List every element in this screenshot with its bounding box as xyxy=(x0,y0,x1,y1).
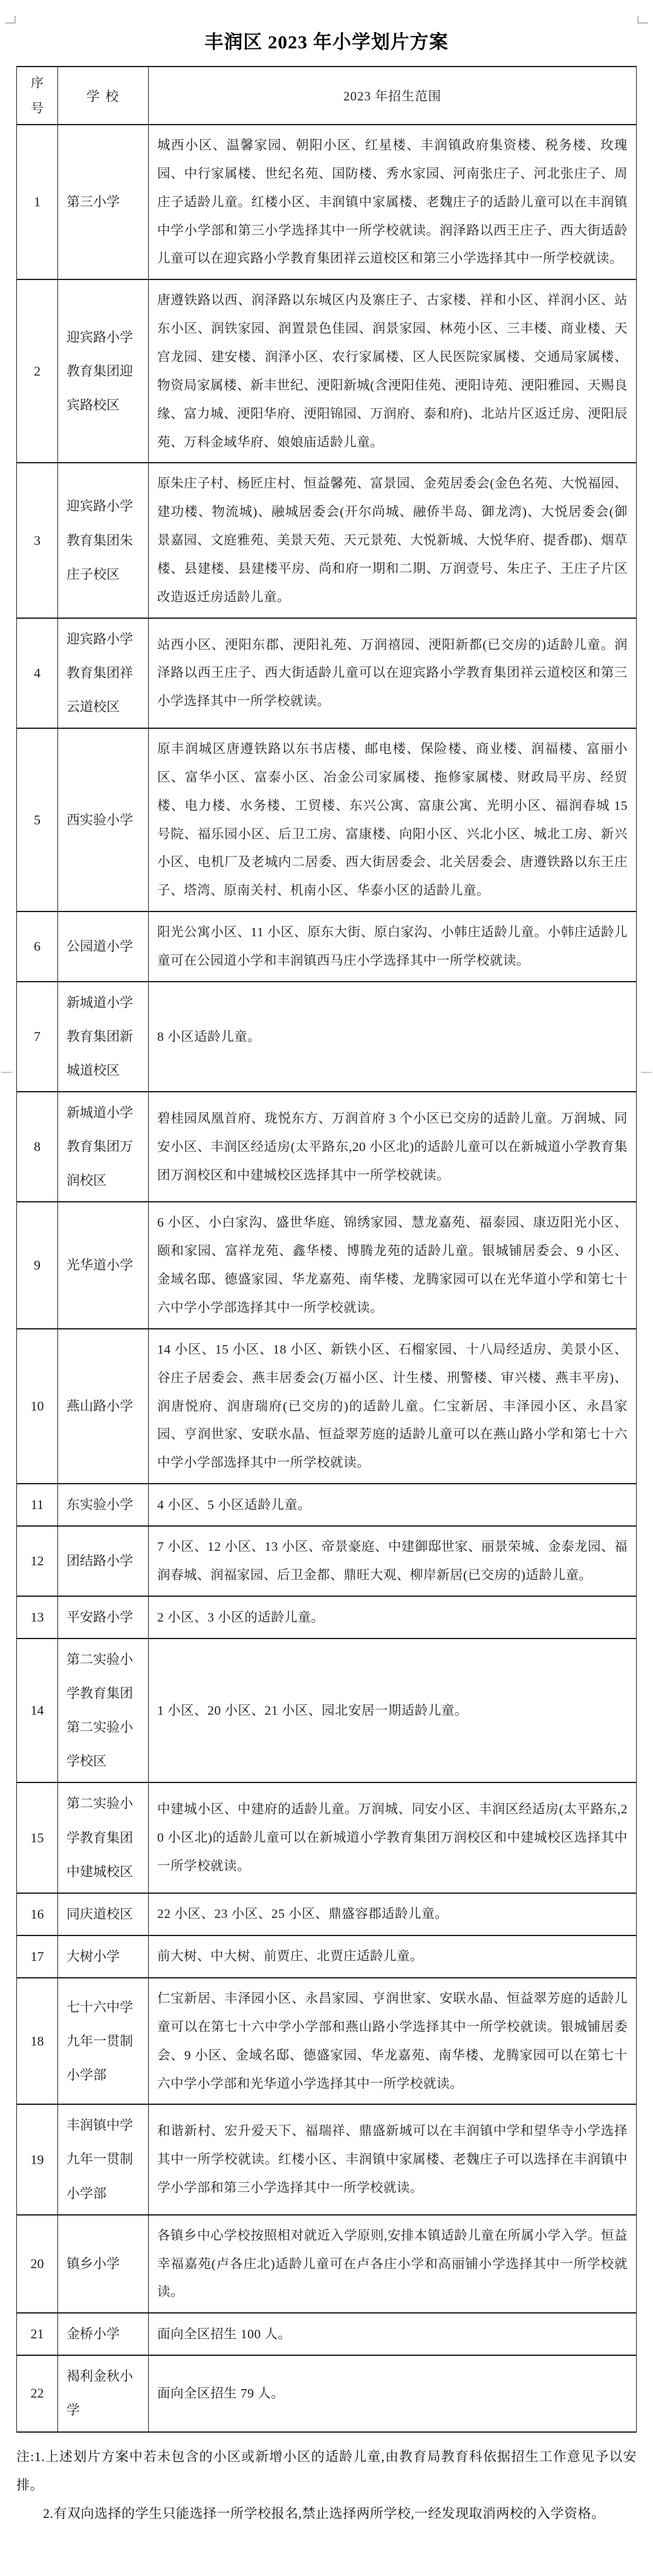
school-name: 新城道小学教育集团万润校区 xyxy=(58,1092,149,1202)
school-name: 大树小学 xyxy=(58,1935,149,1978)
table-row xyxy=(17,911,637,982)
page-margin-mark-right xyxy=(641,1072,652,1073)
school-name: 迎宾路小学教育集团朱庄子校区 xyxy=(58,463,149,618)
table-row xyxy=(17,2215,637,2314)
enrollment-scope: 各镇乡中心学校按照相对就近入学原则,安排本镇适龄儿童在所属小学入学。恒益幸福嘉苑(卢各庄北)适龄儿童可在卢各庄小学和高丽铺小学选择其中一所学校就读。 xyxy=(149,2215,637,2314)
row-number: 19 xyxy=(17,2104,58,2214)
row-number: 1 xyxy=(17,125,58,279)
column-header-no: 序号 xyxy=(17,67,58,125)
table-row xyxy=(17,1782,637,1893)
column-header-scope: 2023 年招生范围 xyxy=(149,67,637,125)
enrollment-scope: 6 小区、小白家沟、盛世华庭、锦绣家园、慧龙嘉苑、福泰园、康迈阳光小区、颐和家园、富祥龙苑、鑫华楼、博腾龙苑的适龄儿童。银城铺居委会、9 小区、金域名邸、德盛家园、华龙嘉苑、南华楼、龙腾家园可以在光华道小学和第七十六中学小学部选择其中一所学校就读。 xyxy=(149,1202,637,1328)
enrollment-scope: 唐遵铁路以西、润泽路以东城区内及寨庄子、古家楼、祥和小区、祥润小区、站东小区、润铁家园、润置景色佳园、润景家园、林苑小区、三丰楼、商业楼、天宫龙园、建安楼、润泽小区、农行家属楼、区人民医院家属楼、交通局家属楼、物资局家属楼、新丰世纪、浭阳新城(含浭阳佳苑、浭阳诗苑、浭阳雅园、天赐良缘、富力城、浭阳华府、浭阳锦园、万润府、泰和府)、北站片区返迁房、浭阳辰苑、万科金域华府、娘娘庙适龄儿童。 xyxy=(149,279,637,463)
school-name: 迎宾路小学教育集团祥云道校区 xyxy=(58,618,149,728)
school-name: 镇乡小学 xyxy=(58,2215,149,2314)
enrollment-scope: 7 小区、12 小区、13 小区、帝景豪庭、中建御邸世家、丽景荣城、金泰龙园、福润春城、润福家园、后卫金都、鼎旺大观、柳岸新居(已交房的)适龄儿童。 xyxy=(149,1526,637,1596)
school-name: 东实验小学 xyxy=(58,1484,149,1526)
table-row xyxy=(17,2104,637,2214)
school-name: 第二实验小学教育集团第二实验小学校区 xyxy=(58,1639,149,1782)
enrollment-scope: 中建城小区、中建府的适龄儿童。万润城、同安小区、丰润区经适房(太平路东,20 小区北)的适龄儿童可以在新城道小学教育集团万润校区和中建城校区选择其中一所学校就读。 xyxy=(149,1782,637,1893)
table-row xyxy=(17,463,637,618)
page-corner-mark-right xyxy=(637,16,648,24)
enrollment-scope: 前大树、中大树、前贾庄、北贾庄适龄儿童。 xyxy=(149,1935,637,1978)
enrollment-scope: 仁宝新居、丰泽园小区、永昌家园、亨润世家、安联水晶、恒益翠芳庭的适龄儿童可以在第七十六中学小学部和燕山路小学选择其中一所学校就读。银城铺居委会、9 小区、金域名邸、德盛家园、华龙嘉苑、南华楼、龙腾家园可以在第七十六中学小学部和光华道小学选择其中一所学校就读。 xyxy=(149,1978,637,2104)
table-row xyxy=(17,2313,637,2355)
enrollment-scope: 4 小区、5 小区适龄儿童。 xyxy=(149,1484,637,1526)
row-number: 7 xyxy=(17,982,58,1092)
school-name: 第三小学 xyxy=(58,125,149,279)
table-row xyxy=(17,1329,637,1484)
school-name: 光华道小学 xyxy=(58,1202,149,1328)
school-name: 公园道小学 xyxy=(58,911,149,982)
school-name: 同庆道校区 xyxy=(58,1893,149,1935)
row-number: 20 xyxy=(17,2215,58,2314)
school-name: 燕山路小学 xyxy=(58,1329,149,1484)
table-row xyxy=(17,1935,637,1978)
row-number: 16 xyxy=(17,1893,58,1935)
school-name: 团结路小学 xyxy=(58,1526,149,1596)
page-title: 丰润区 2023 年小学划片方案 xyxy=(204,31,449,53)
enrollment-scope: 城西小区、温馨家园、朝阳小区、红星楼、丰润镇政府集资楼、税务楼、玫瑰园、中行家属楼、世纪名苑、国防楼、秀水家园、河南张庄子、河北张庄子、周庄子适龄儿童。红楼小区、丰润镇中家属楼、老魏庄子的适龄儿童可以在丰润镇中学小学部和第三小学选择其中一所学校就读。润泽路以西王庄子、西大街适龄儿童可以在迎宾路小学教育集团祥云道校区和第三小学选择其中一所学校就读。 xyxy=(149,125,637,279)
row-number: 18 xyxy=(17,1978,58,2104)
enrollment-scope: 原朱庄子村、杨匠庄村、恒益馨苑、富景园、金苑居委会(金色名苑、大悦福园、建功楼、物流城)、融城居委会(开尔尚城、融侨半岛、御龙湾)、大悦居委会(御景嘉园、文庭雅苑、美景天苑、天元景苑、大悦新城、大悦华府、提香郡)、烟草楼、县建楼、县建楼平房、尚和府一期和二期、万润壹号、朱庄子、王庄子片区改造返迁房适龄儿童。 xyxy=(149,463,637,618)
table-row xyxy=(17,1596,637,1639)
row-number: 17 xyxy=(17,1935,58,1978)
row-number: 13 xyxy=(17,1596,58,1639)
table-header-row xyxy=(17,67,637,125)
row-number: 5 xyxy=(17,728,58,911)
enrollment-scope: 1 小区、20 小区、21 小区、园北安居一期适龄儿童。 xyxy=(149,1639,637,1782)
row-number: 9 xyxy=(17,1202,58,1328)
zoning-table-body xyxy=(17,125,637,2432)
table-row xyxy=(17,2355,637,2431)
footnote-2: 2.有双向选择的学生只能选择一所学校报名,禁止选择两所学校,一经发现取消两校的入学资格。 xyxy=(43,2506,605,2522)
school-name: 迎宾路小学教育集团迎宾路校区 xyxy=(58,279,149,463)
footnotes xyxy=(16,2442,637,2528)
row-number: 3 xyxy=(17,463,58,618)
page-margin-mark-left xyxy=(1,1072,12,1073)
table-row xyxy=(17,1484,637,1526)
column-header-school: 学 校 xyxy=(58,67,149,125)
school-name: 褐利金秋小学 xyxy=(58,2355,149,2431)
row-number: 4 xyxy=(17,618,58,728)
enrollment-scope: 阳光公寓小区、11 小区、原东大街、原白家沟、小韩庄适龄儿童。小韩庄适龄儿童可在公园道小学和丰润镇西马庄小学选择其中一所学校就读。 xyxy=(149,911,637,982)
page-corner-mark-left xyxy=(5,16,16,24)
row-number: 12 xyxy=(17,1526,58,1596)
enrollment-scope: 2 小区、3 小区的适龄儿童。 xyxy=(149,1596,637,1639)
school-name: 丰润镇中学九年一贯制小学部 xyxy=(58,2104,149,2214)
row-number: 6 xyxy=(17,911,58,982)
school-name: 西实验小学 xyxy=(58,728,149,911)
zoning-table xyxy=(16,66,637,2433)
table-row xyxy=(17,982,637,1092)
table-row xyxy=(17,1978,637,2104)
row-number: 15 xyxy=(17,1782,58,1893)
table-row xyxy=(17,125,637,279)
enrollment-scope: 22 小区、23 小区、25 小区、鼎盛容郡适龄儿童。 xyxy=(149,1893,637,1935)
footnote-1: 注:1.上述划片方案中若未包含的小区或新增小区的适龄儿童,由教育局教育科依据招生工作意见予以安排。 xyxy=(16,2448,637,2493)
row-number: 10 xyxy=(17,1329,58,1484)
enrollment-scope: 8 小区适龄儿童。 xyxy=(149,982,637,1092)
enrollment-scope: 面向全区招生 100 人。 xyxy=(149,2313,637,2355)
row-number: 22 xyxy=(17,2355,58,2431)
school-name: 新城道小学教育集团新城道校区 xyxy=(58,982,149,1092)
school-name: 金桥小学 xyxy=(58,2313,149,2355)
table-row xyxy=(17,1202,637,1328)
table-row xyxy=(17,1893,637,1935)
enrollment-scope: 14 小区、15 小区、18 小区、新铁小区、石榴家园、十八局经适房、美景小区、谷庄子居委会、燕丰居委会(万福小区、计生楼、刑警楼、审兴楼、燕丰平房)、润唐悦府、润唐瑞府(已交房的)的适龄儿童。仁宝新居、丰泽园小区、永昌家园、亨润世家、安联水晶、恒益翠芳庭的适龄儿童可以在燕山路小学和第七十六中学小学部选择其中一所学校就读。 xyxy=(149,1329,637,1484)
row-number: 8 xyxy=(17,1092,58,1202)
enrollment-scope: 和谐新村、宏升爱天下、福瑞祥、鼎盛新城可以在丰润镇中学和望华寺小学选择其中一所学校就读。红楼小区、丰润镇中家属楼、老魏庄子可以选择在丰润镇中学小学部和第三小学选择其中一所学校就读。 xyxy=(149,2104,637,2214)
table-row xyxy=(17,728,637,911)
row-number: 21 xyxy=(17,2313,58,2355)
school-name: 平安路小学 xyxy=(58,1596,149,1639)
school-name: 第二实验小学教育集团中建城校区 xyxy=(58,1782,149,1893)
row-number: 11 xyxy=(17,1484,58,1526)
table-row xyxy=(17,1092,637,1202)
enrollment-scope: 原丰润城区唐遵铁路以东书店楼、邮电楼、保险楼、商业楼、润福楼、富丽小区、富华小区、富泰小区、冶金公司家属楼、拖修家属楼、财政局平房、经贸楼、电力楼、水务楼、工贸楼、东兴公寓、富康公寓、光明小区、福润春城 15 号院、福乐园小区、后卫工房、富康楼、向阳小区、兴北小区、城北工房、新兴小区、电机厂及老城内二居委、西大街居委会、北关居委会、唐遵铁路以东王庄子、塔湾、原南关村、机南小区、华泰小区的适龄儿童。 xyxy=(149,728,637,911)
row-number: 2 xyxy=(17,279,58,463)
table-row xyxy=(17,618,637,728)
enrollment-scope: 站西小区、浭阳东郡、浭阳礼苑、万润禧园、浭阳新都(已交房的)适龄儿童。润泽路以西王庄子、西大街适龄儿童可以在迎宾路小学教育集团祥云道校区和第三小学选择其中一所学校就读。 xyxy=(149,618,637,728)
table-row xyxy=(17,1526,637,1596)
enrollment-scope: 碧桂园凤凰首府、珑悦东方、万润首府 3 个小区已交房的适龄儿童。万润城、同安小区、丰润区经适房(太平路东,20 小区北)的适龄儿童可以在新城道小学教育集团万润校区和中建城校区选择其中一所学校就读。 xyxy=(149,1092,637,1202)
school-name: 七十六中学九年一贯制小学部 xyxy=(58,1978,149,2104)
enrollment-scope: 面向全区招生 79 人。 xyxy=(149,2355,637,2431)
table-row xyxy=(17,279,637,463)
row-number: 14 xyxy=(17,1639,58,1782)
table-row xyxy=(17,1639,637,1782)
